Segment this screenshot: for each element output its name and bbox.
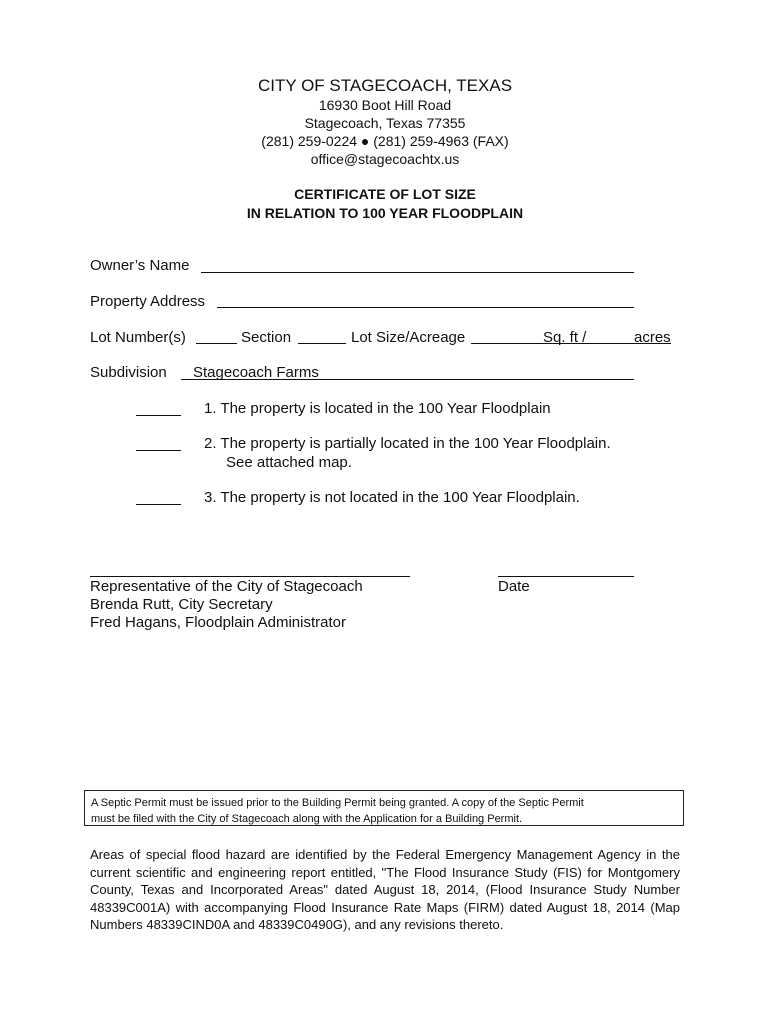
option-2-blank[interactable] (136, 450, 181, 451)
lot-size-label: Lot Size/Acreage (351, 329, 466, 346)
phone-fax: (281) 259-0224 ● (281) 259-4963 (FAX) (261, 133, 509, 149)
city-secretary: Brenda Rutt, City Secretary (90, 596, 273, 613)
option-2-text: 2. The property is partially located in the 100 Year Floodplain. (204, 435, 611, 452)
street-address: 16930 Boot Hill Road (318, 97, 452, 113)
section-field[interactable] (298, 343, 346, 344)
city-title: CITY OF STAGECOACH, TEXAS (257, 76, 513, 95)
city-state-zip: Stagecoach, Texas 77355 (304, 115, 466, 131)
subdivision-label: Subdivision (90, 364, 167, 381)
notice-line-1: A Septic Permit must be issued prior to the Building Permit being granted. A copy of the Septic Permit (91, 797, 584, 809)
property-address-field[interactable] (217, 307, 634, 308)
owner-name-field[interactable] (201, 272, 634, 273)
date-label: Date (498, 578, 530, 595)
subdivision-value: Stagecoach Farms (193, 364, 319, 381)
sqft-label: Sq. ft / (543, 329, 587, 346)
representative-signature-line[interactable] (90, 576, 410, 577)
lot-number-label: Lot Number(s) (90, 329, 186, 346)
email-address: office@stagecoachtx.us (310, 151, 460, 167)
lot-number-field[interactable] (196, 343, 237, 344)
floodplain-administrator: Fred Hagans, Floodplain Administrator (90, 614, 346, 631)
option-2-note: See attached map. (226, 454, 352, 471)
certificate-title: CERTIFICATE OF LOT SIZE (294, 186, 476, 202)
certificate-subtitle: IN RELATION TO 100 YEAR FLOODPLAIN (246, 205, 524, 221)
date-signature-line[interactable] (498, 576, 634, 577)
notice-line-2: must be filed with the City of Stagecoach along with the Application for a Building Permit. (91, 813, 523, 825)
representative-label: Representative of the City of Stagecoach (90, 578, 363, 595)
property-address-label: Property Address (90, 293, 206, 310)
option-1-text: 1. The property is located in the 100 Year Floodplain (204, 400, 551, 417)
section-label: Section (241, 329, 292, 346)
acres-label: acres (634, 329, 671, 346)
septic-permit-notice (84, 790, 684, 826)
flood-hazard-paragraph: Areas of special flood hazard are identified by the Federal Emergency Management Agency in the current scientific and engineering report entitled, "The Flood Insurance Study (FIS) for Montgomery County, Texas and Incorporated Areas" dated August 18, 2014, (Flood Insurance Study Number 48339C001A) with accompanying Flood Insurance Rate Maps (FIRM) dated August 18, 2014 (Map Numbers 48339CIND0A and 48339C0490G), and any revisions thereto. (90, 847, 680, 932)
option-3-blank[interactable] (136, 504, 181, 505)
option-1-blank[interactable] (136, 415, 181, 416)
owner-name-label: Owner’s Name (90, 257, 190, 274)
option-3-text: 3. The property is not located in the 100 Year Floodplain. (204, 489, 580, 506)
